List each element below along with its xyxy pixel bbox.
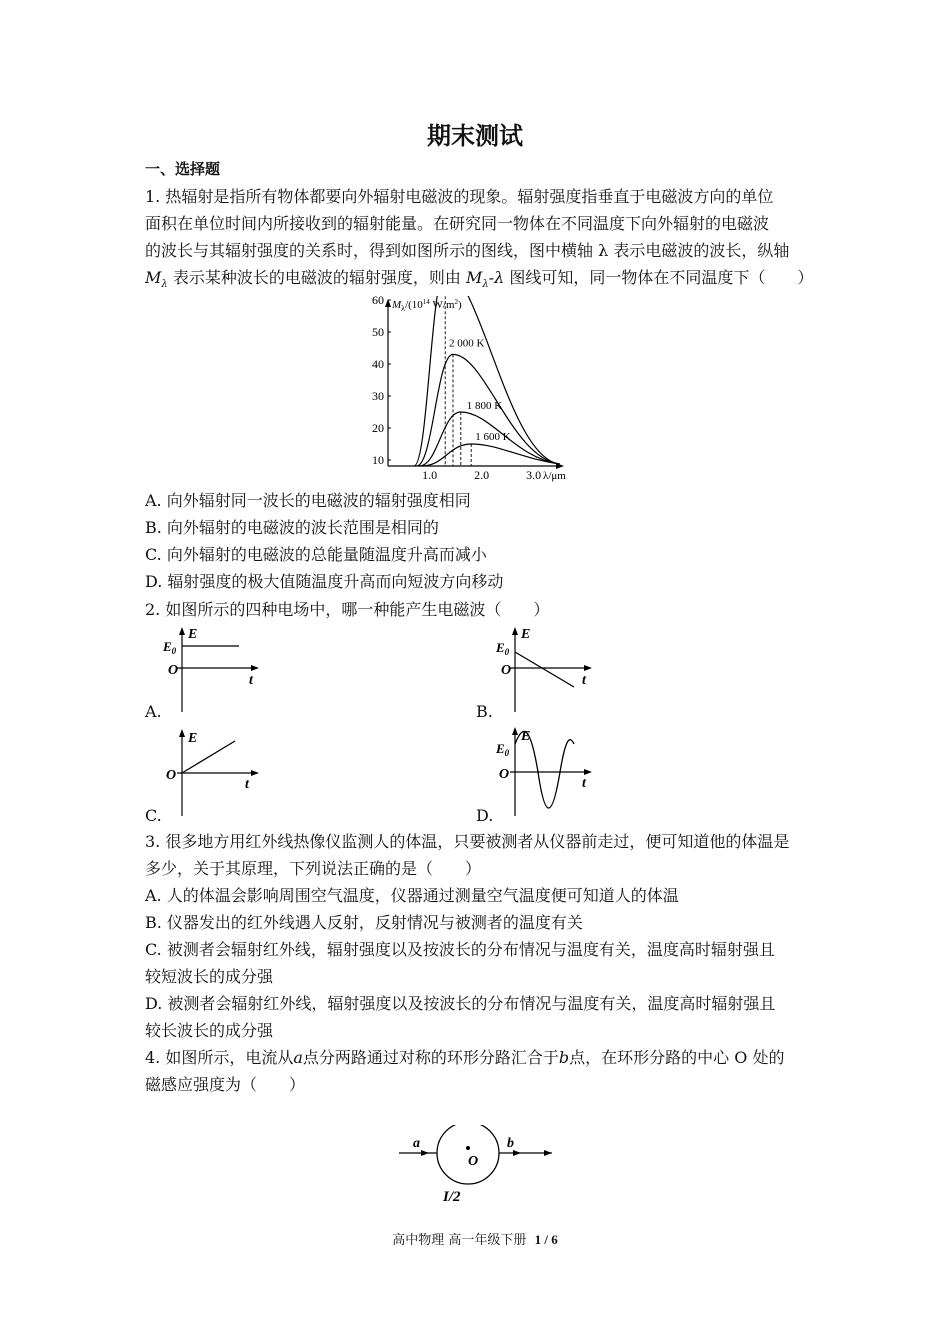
radiation-chart [360, 296, 590, 486]
y-tick-label: 50 [372, 325, 384, 339]
q4-line-2: 磁感应强度为（ ） [145, 1075, 306, 1094]
graph-c [155, 726, 270, 820]
svg-text:E: E [188, 731, 198, 746]
y-tick-label: 20 [372, 421, 384, 435]
svg-text:I/2: I/2 [443, 1189, 461, 1205]
q1-line4-b: 图线可知，同一物体在不同温度下（ ） [509, 268, 814, 287]
y-tick-label: 30 [372, 389, 384, 403]
q1-option-a: A. 向外辐射同一波长的电磁波的辐射强度相同 [145, 491, 471, 510]
q2-label-a: A. [145, 702, 162, 721]
q2-label-d: D. [476, 806, 494, 825]
q1-option-c: C. 向外辐射的电磁波的总能量随温度升高而减小 [145, 545, 487, 564]
q3-option-c-cont: 较短波长的成分强 [145, 967, 274, 986]
svg-text:E: E [521, 729, 531, 744]
q3-line: 多少，关于其原理，下列说法正确的是（ ） [145, 859, 482, 878]
x-tick-label: 3.0 [526, 468, 542, 482]
q1-option-b: B. 向外辐射的电磁波的波长范围是相同的 [145, 518, 439, 537]
svg-text:O: O [499, 767, 510, 782]
svg-text:E0: $E_0$ [496, 741, 510, 758]
x-tick-label: 2.0 [474, 468, 490, 482]
q2-label-b: B. [476, 702, 493, 721]
svg-text:O: O [168, 663, 179, 678]
series-label: 1 600 K [475, 431, 511, 443]
q4-line-1: 4. 如图所示，电流从a点分两路通过对称的环形分路汇合于b点，在环形分路的中心 O 处的 [145, 1048, 785, 1067]
q1-line: 面积在单位时间内所接收到的辐射能量。在研究同一物体在不同温度下向外辐射的电磁波 [145, 214, 770, 233]
svg-text:E: E [188, 627, 198, 642]
q3-option-c: C. 被测者会辐射红外线，辐射强度以及按波长的分布情况与温度有关，温度高时辐射强且 [145, 940, 775, 959]
svg-text:E0: $E_0$ [496, 640, 510, 657]
graph-b [488, 624, 603, 716]
page-footer: 高中物理 高一年级下册 1 / 6 [392, 1232, 558, 1248]
series-label: 2 000 K [449, 337, 485, 350]
svg-text:t: t [245, 777, 249, 792]
q1-line: 1. 热辐射是指所有物体都要向外辐射电磁波的现象。辐射强度指垂直于电磁波方向的单位 [145, 187, 774, 206]
q2-label-c: C. [145, 806, 162, 825]
q3-line: 3. 很多地方用红外线热像仪监测人的体温，只要被测者从仪器前走过，便可知道他的体温是 [145, 832, 790, 851]
x-tick-label: 1.0 [422, 468, 438, 482]
svg-text:t: t [582, 673, 586, 688]
svg-text:O: O [501, 663, 512, 678]
q2-stem: 2. 如图所示的四种电场中，哪一种能产生电磁波（ ） [145, 600, 550, 619]
q1-line4-a: 表示某种波长的电磁波的辐射强度，则由 [172, 268, 461, 287]
y-tick-label: 10 [372, 453, 384, 467]
q1-option-d: D. 辐射强度的极大值随温度升高而向短波方向移动 [145, 572, 504, 591]
graph-d [488, 724, 603, 820]
svg-text:E: E [521, 627, 531, 642]
q1-line-4: $M_\lambda$ 表示某种波长的电磁波的辐射强度，则由 $M_\lambda-\lambda$ 图线可知，同一物体在不同温度下（ ） [145, 268, 814, 291]
svg-text:O: O [468, 1154, 479, 1169]
y-axis-label: $M_\lambda/(10^{14}$ $W/m^2$) [392, 298, 462, 313]
q1-line: 的波长与其辐射强度的关系时，得到如图所示的图线，图中横轴 λ 表示电磁波的波长，纵轴 [145, 241, 790, 260]
q3-option-d: D. 被测者会辐射红外线，辐射强度以及按波长的分布情况与温度有关，温度高时辐射强且 [145, 994, 776, 1013]
y-tick-label: 60 [372, 296, 384, 307]
svg-text:t: t [582, 776, 586, 791]
page-title: 期末测试 [427, 122, 523, 150]
svg-text:E0: $E_0$ [163, 639, 177, 656]
series-label: 1 800 K [466, 400, 503, 412]
svg-text:t: t [249, 673, 253, 688]
graph-a [155, 624, 270, 716]
q3-option-d-cont: 较长波长的成分强 [145, 1021, 274, 1040]
svg-text:O: O [166, 768, 177, 783]
q3-option-b: B. 仪器发出的红外线遇人反射，反射情况与被测者的温度有关 [145, 913, 583, 932]
ring-circuit-figure [395, 1125, 560, 1215]
y-tick-label: 40 [372, 357, 384, 371]
svg-text:b: b [507, 1136, 514, 1151]
q3-option-a: A. 人的体温会影响周围空气温度，仪器通过测量空气温度便可知道人的体温 [145, 886, 679, 905]
svg-text:a: a [413, 1136, 420, 1151]
x-axis-label: λ/μm [543, 470, 566, 482]
section-heading: 一、选择题 [145, 160, 221, 178]
